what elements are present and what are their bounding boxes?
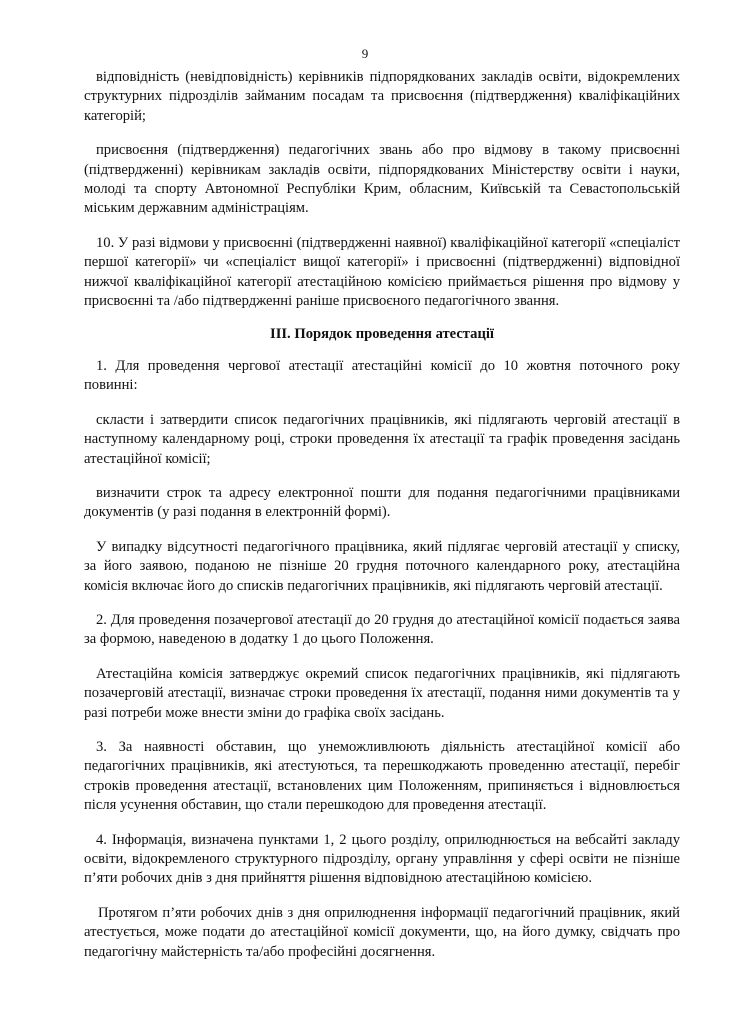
paragraph: присвоєння (підтвердження) педагогічних звань або про відмову в такому присвоєнні (підтвердженні) керівникам закладів освіти, підпорядкованих Міністерству освіти і науки, молоді та спорту Автономної Республіки Крим, обласним, Київській та Севастопольській міським державним адміністраціям. [84, 142, 680, 217]
section-heading: III. Порядок проведення атестації [270, 326, 494, 343]
paragraph: Протягом п’яти робочих днів з дня оприлюднення інформації педагогічний працівник, який атестується, може подати до атестаційної комісії документи, що, на його думку, свідчать про педагогічну майстерність та/або професійні досягнення. [84, 904, 680, 960]
paragraph: У випадку відсутності педагогічного працівника, який підлягає черговій атестації у списку, за його заявою, поданою не пізніше 20 грудня поточного календарного року, атестаційна комісія включає його до списків педагогічних працівників, які підлягають черговій атестації. [84, 538, 680, 594]
paragraph: відповідність (невідповідність) керівників підпорядкованих закладів освіти, відокремлених структурних підрозділів займаним посадам та присвоєння (підтвердження) кваліфікаційних категорій; [84, 69, 680, 124]
document-body [84, 68, 680, 977]
paragraph: 1. Для проведення чергової атестації атестаційні комісії до 10 жовтня поточного року повинні: [84, 357, 680, 394]
paragraph: скласти і затвердити список педагогічних працівників, які підлягають черговій атестації в наступному календарному році, строки проведення їх атестації та графік проведення засідань атестаційної комісії; [84, 411, 680, 467]
paragraph: 3. За наявності обставин, що унеможливлюють діяльність атестаційної комісії або педагогічних працівників, які атестуються, та перешкоджають проведенню атестації, перебіг строків проведення атестації, встановлених цим Положенням, припиняється і відновлюється після усунення обставин, що стали перешкодою для проведення атестації. [84, 738, 680, 814]
paragraph: 4. Інформація, визначена пунктами 1, 2 цього розділу, оприлюднюється на вебсайті закладу освіти, відокремленого структурного підрозділу, органу управління у сфері освіти не пізніше п’яти робочих днів з дня прийняття рішення відповідною атестаційною комісією. [84, 831, 680, 887]
paragraph: 10. У разі відмови у присвоєнні (підтвердженні наявної) кваліфікаційної категорії «спеціаліст першої категорії» чи «спеціаліст вищої категорії» і присвоєнні (підтвердженні) відповідної нижчої кваліфікаційної категорії атестаційною комісією приймається рішення про відмову у присвоєнні та /або підтвердженні раніше присвоєного педагогічного звання. [84, 234, 680, 310]
paragraph: 2. Для проведення позачергової атестації до 20 грудня до атестаційної комісії подається заява за формою, наведеною в додатку 1 до цього Положення. [84, 611, 680, 648]
paragraph: Атестаційна комісія затверджує окремий список педагогічних працівників, які підлягають позачерговій атестації, визначає строки проведення їх атестації, подання ними документів та у разі потреби може внести зміни до графіка своїх засідань. [84, 665, 680, 721]
paragraph: визначити строк та адресу електронної пошти для подання педагогічними працівниками документів (у разі подання в електронній формі). [84, 484, 680, 521]
page-number: 9 [361, 46, 369, 61]
